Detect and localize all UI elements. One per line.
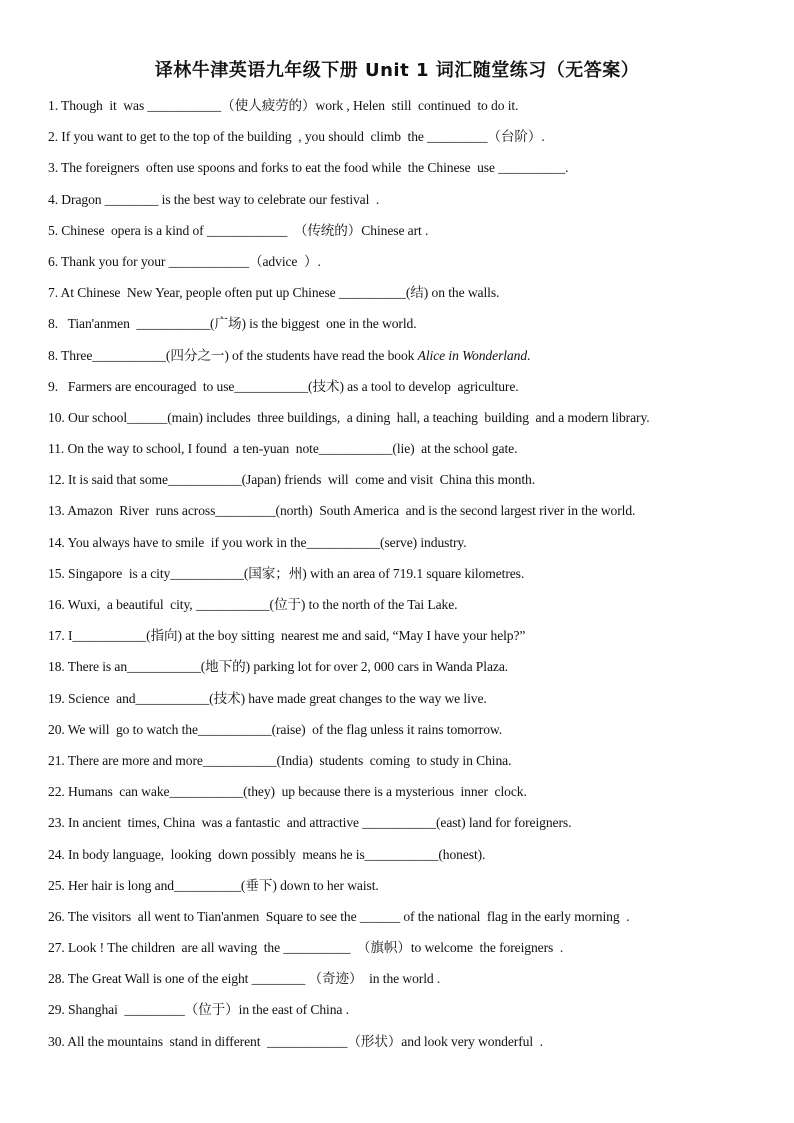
question-number: 29. [48,1002,65,1018]
question-item [48,500,768,531]
question-number: 4. [48,191,58,207]
question-text: Three___________(四分之一) of the students have read the book [58,347,418,363]
question-item [48,875,768,906]
question-number: 8. [48,316,58,332]
question-number: 2. [48,129,58,145]
question-item [48,812,768,843]
question-item [48,750,768,781]
question-text: Look ! The children are all waving the __________ （旗帜）to welcome the foreigners . [64,940,564,956]
question-text: The visitors all went to Tian'anmen Square to see the ______ of the national flag in the early morning . [64,908,630,924]
question-number: 19. [48,690,65,706]
question-number: 27. [48,940,65,956]
question-item [48,251,768,282]
question-item [48,438,768,469]
question-text: You always have to smile if you work in the___________(serve) industry. [64,534,467,550]
question-item [48,345,768,376]
question-number: 16. [48,597,65,612]
question-number: 5. [48,222,58,238]
question-text: Tian'anmen ___________(广场) is the biggest one in the world. [58,316,417,332]
question-text: If you want to get to the top of the building , you should climb the _________（台阶）. [58,129,545,145]
question-text: The foreigners often use spoons and forks to eat the food while the Chinese use __________. [58,160,569,176]
question-number: 14. [48,534,65,550]
question-text: Our school______(main) includes three buildings, a dining hall, a teaching building and a modern library. [64,409,650,425]
question-item [48,937,768,968]
question-text: Dragon ________ is the best way to celebrate our festival . [58,191,380,207]
question-text: Science and___________(技术) have made great changes to the way we live. [64,690,487,706]
question-item [48,844,768,875]
question-text: We will go to watch the___________(raise) of the flag unless it rains tomorrow. [64,721,503,737]
question-number: 3. [48,160,58,176]
question-text: All the mountains stand in different ____________（形状）and look very wonderful . [64,1033,543,1049]
question-number: 7. [48,285,58,301]
question-number: 24. [48,846,65,862]
question-text: Singapore is a city___________(国家；州) with an area of 719.1 square kilometres. [64,565,525,581]
question-item [48,282,768,313]
question-item [48,781,768,812]
question-text: On the way to school, I found a ten-yuan note___________(lie) at the school gate. [64,441,518,457]
question-item [48,563,768,594]
question-item [48,999,768,1030]
question-text: Humans can wake___________(they) up because there is a mysterious inner clock. [64,784,527,800]
question-number: 15. [48,565,65,581]
question-text: There are more and more___________(India) students coming to study in China. [64,752,512,768]
question-item [48,407,768,438]
question-item [48,906,768,937]
question-text: I___________(指向) at the boy sitting nearest me and said, “May I have your help?” [64,628,526,644]
question-item [48,469,768,500]
question-number: 22. [48,784,65,800]
question-number: 8. [48,347,58,363]
question-number: 20. [48,721,65,737]
question-text: It is said that some___________(Japan) friends will come and visit China this month. [64,472,536,488]
question-item [48,625,768,656]
book-title: Alice in Wonderland [417,347,528,363]
question-number: 6. [48,253,58,269]
question-text: Her hair is long and__________(垂下) down to her waist. [64,877,379,893]
question-text: In ancient times, China was a fantastic and attractive ___________(east) land for foreigners. [64,815,572,831]
question-item [48,95,768,126]
question-item [48,157,768,188]
question-text: Shanghai _________（位于）in the east of China . [64,1002,349,1018]
question-number: 17. [48,628,65,644]
question-number: 28. [48,971,65,987]
question-text: In body language, looking down possibly means he is___________(honest). [64,846,486,862]
question-text: At Chinese New Year, people often put up Chinese __________(结) on the walls. [58,285,500,301]
question-number: 13. [48,503,65,519]
question-item [48,688,768,719]
question-item [48,656,768,687]
page-title: 译林牛津英语九年级下册 Unit 1 词汇随堂练习（无答案） [154,60,640,81]
question-text: Farmers are encouraged to use___________(技术) as a tool to develop agriculture. [58,378,519,394]
question-text: There is an___________(地下的) parking lot for over 2, 000 cars in Wanda Plaza. [64,659,509,675]
question-number: 23. [48,815,65,831]
question-number: 1. [48,98,58,113]
question-item [48,126,768,157]
question-number: 21. [48,752,65,768]
question-number: 9. [48,378,58,394]
question-item [48,189,768,220]
question-number: 30. [48,1033,65,1049]
question-item [48,220,768,251]
question-text-end: . [527,347,531,363]
question-number: 11. [48,441,65,457]
question-item [48,313,768,344]
question-text: Though it was ___________（使人疲劳的）work , Helen still continued to do it. [58,98,519,113]
question-number: 25. [48,877,65,893]
question-item [48,532,768,563]
question-list [48,95,768,1062]
question-text: Amazon River runs across_________(north) South America and is the second largest river in the world. [64,503,636,519]
question-text: Chinese opera is a kind of ____________ （传统的）Chinese art . [58,222,429,238]
question-number: 18. [48,659,65,675]
question-item [48,968,768,999]
question-text: Thank you for your ____________（advice ）. [58,253,321,269]
question-item [48,1031,768,1062]
question-item [48,376,768,407]
question-item [48,594,768,625]
question-number: 12. [48,472,65,488]
question-text: Wuxi, a beautiful city, ___________(位于) to the north of the Tai Lake. [64,597,458,612]
question-number: 10. [48,409,65,425]
question-text: The Great Wall is one of the eight ________ （奇迹） in the world . [64,971,441,987]
question-item [48,719,768,750]
question-number: 26. [48,908,65,924]
